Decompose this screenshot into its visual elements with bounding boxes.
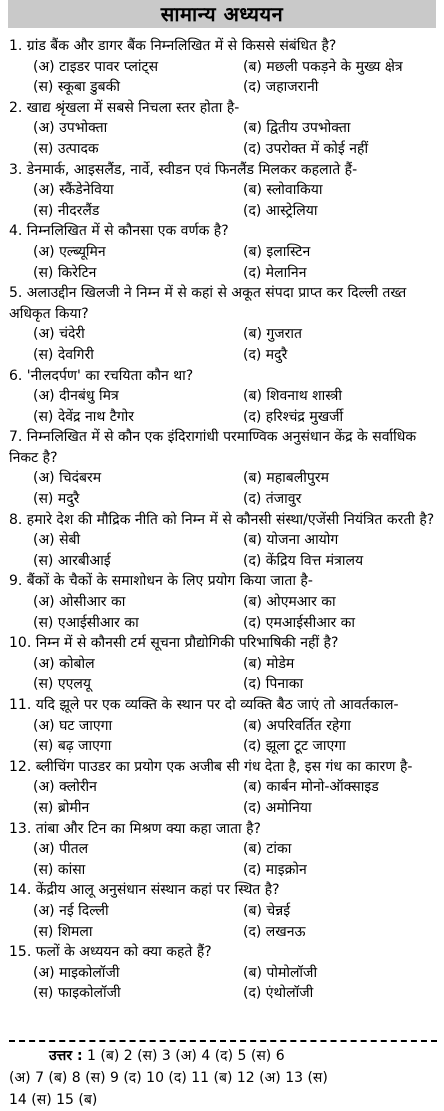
option-grid [9,963,437,1004]
answer-option: (अ) दीनबंधु मित्र [33,388,119,405]
option-grid [9,180,437,221]
answer-option: (अ) माइकोलॉजी [33,964,120,981]
question-text: 14. केंद्रीय आलू अनुसंधान संस्थान कहां पर स्थित है? [9,882,280,899]
answer-option: (अ) नई दिल्ली [33,902,109,919]
answer-option: (ब) अपरिवर्तित रहेगा [243,717,351,734]
answer-option: (अ) एल्ब्यूमिन [33,243,106,260]
answer-option: (द) हरिश्चंद्र मुखर्जी [243,408,344,425]
question-text: 5. अलाउद्दीन खिलजी ने निम्न में से कहां से अकूत संपदा प्राप्त कर दिल्ली तख्त अधिकृत किया? [9,285,407,322]
question-4 [9,221,437,283]
answer-option: (द) एमआईसीआर का [243,614,356,631]
answer-option: (द) जहाजरानी [243,79,319,96]
question-1 [9,36,437,98]
question-text: 6. 'नीलदर्पण' का रचयिता कौन था? [9,367,194,384]
question-text: 4. निम्नलिखित में से कौनसा एक वर्णक है? [9,223,229,240]
option-grid [9,324,437,365]
answer-option: (स) उत्पादक [33,140,99,157]
question-3 [9,160,437,222]
question-text: 7. निम्नलिखित में से कौन एक इंदिरागांधी परमाण्विक अनुसंधान केंद्र के सर्वाधिक निकट है? [9,429,417,466]
page-title: सामान्य अध्ययन [160,2,284,26]
option-grid [9,901,437,942]
answer-option: (द) उपरोक्त में कोई नहीं [243,140,369,157]
answer-option: (स) किरेटिन [33,264,97,281]
answer-option: (द) झूला टूट जाएगा [243,738,346,755]
answer-option: (अ) पीतल [33,841,89,858]
answer-option: (अ) टाइडर पावर प्लांट्स [33,58,159,75]
question-14 [9,880,437,942]
answer-option: (ब) महाबलीपुरम [243,470,329,487]
answer-option: (स) ब्रोमीन [33,799,90,816]
answer-label: उत्तर : [49,1048,83,1064]
option-grid [9,654,437,695]
answer-line-1 [9,1045,437,1067]
answer-option: (द) तंजावुर [243,491,302,508]
answer-option: (द) केंद्रिय वित्त मंत्रालय [243,552,364,569]
answer-text: 1 (ब) 2 (स) 3 (अ) 4 (द) 5 (स) 6 [87,1048,285,1064]
question-15 [9,942,437,1004]
option-grid [9,530,437,571]
question-text: 15. फलों के अध्ययन को क्या कहते हैं? [9,944,212,961]
question-text: 2. खाद्य श्रृंखला में सबसे निचला स्तर होता है- [9,99,240,116]
answer-line-3: 14 (स) 15 (ब) [9,1092,98,1108]
option-grid [9,468,437,509]
answer-option: (द) माइक्रोन [243,861,307,878]
question-9 [9,571,437,633]
answer-option: (स) एआईसीआर का [33,614,139,631]
answer-option: (अ) उपभोक्ता [33,120,108,137]
answer-option: (द) लखनऊ [243,923,306,940]
answer-option: (ब) चेन्नई [243,902,291,919]
answer-option: (ब) ओएमआर का [243,594,336,611]
question-13 [9,819,437,881]
answer-option: (स) फाइकोलॉजी [33,985,121,1002]
answer-option: (ब) स्लोवाकिया [243,182,323,199]
answer-option: (स) देवगिरी [33,346,94,363]
question-5 [9,283,437,365]
answer-option: (द) अमोनिया [243,799,312,816]
answer-option: (स) शिमला [33,923,93,940]
question-7 [9,427,437,509]
answer-option: (द) मदुरै [243,346,288,363]
answer-option: (स) आरबीआई [33,552,111,569]
answer-option: (ब) इलास्टिन [243,243,311,260]
answer-option: (अ) ओसीआर का [33,594,126,611]
question-text: 8. हमारे देश की मौद्रिक नीति को निम्न में से कौनसी संस्था/एजेंसी नियंत्रित करती है? [9,511,435,528]
answer-option: (अ) क्लोरीन [33,779,97,796]
question-list [9,36,437,1004]
question-6 [9,366,437,428]
option-grid [9,118,437,159]
answer-option: (द) पिनाका [243,676,304,693]
option-grid [9,716,437,757]
answer-option: (द) मेलानिन [243,264,307,281]
answer-option: (द) आस्ट्रेलिया [243,202,318,219]
answer-line-2: (अ) 7 (ब) 8 (स) 9 (द) 10 (द) 11 (ब) 12 (अ) 13 (स) [9,1070,328,1086]
question-text: 9. बैंकों के चैकों के समाशोधन के लिए प्रयोग किया जाता है- [9,573,313,590]
question-11 [9,695,437,757]
question-text: 10. निम्न में से कौनसी टर्म सूचना प्रौद्योगिकी परिभाषिकी नहीं है? [9,635,339,652]
answer-option: (स) मदुरै [33,491,80,508]
question-text: 11. यदि झूले पर एक व्यक्ति के स्थान पर दो व्यक्ति बैठ जाएं तो आवर्तकाल- [9,697,399,713]
answer-option: (स) नीदरलैंड [33,202,100,219]
answer-option: (ब) पोमोलॉजी [243,964,318,981]
option-grid [9,57,437,98]
answer-option: (ब) टांका [243,841,292,858]
option-grid [9,839,437,880]
answer-option: (ब) शिवनाथ शास्त्री [243,388,343,405]
answer-option: (स) देवेंद्र नाथ टैगोर [33,408,135,425]
question-10 [9,633,437,695]
answer-option: (अ) सेबी [33,532,81,549]
answer-option: (ब) द्वितीय उपभोक्ता [243,120,351,137]
answer-option: (अ) स्कैंडेनेविया [33,182,114,199]
answer-option: (अ) घट जाएगा [33,717,113,734]
answer-option: (अ) कोबोल [33,655,95,672]
question-12 [9,757,437,819]
answer-option: (ब) गुजरात [243,326,302,343]
answer-option: (ब) मछली पकड़ने के मुख्य क्षेत्र [243,58,403,75]
answer-key [9,1040,437,1111]
answer-option: (ब) योजना आयोग [243,532,339,549]
answer-option: (द) एंथोलॉजी [243,985,314,1002]
question-2 [9,98,437,160]
question-text: 12. ब्लीचिंग पाउडर का प्रयोग एक अजीब सी गंध देता है, इस गंध का कारण है- [9,758,413,775]
answer-option: (अ) चंदेरी [33,326,85,343]
answer-option: (ब) मोडेम [243,655,295,672]
option-grid [9,777,437,818]
title-banner [8,0,436,28]
answer-option: (स) एएलयू [33,676,91,693]
answer-option: (स) स्कूबा डुबकी [33,79,120,96]
question-text: 13. तांबा और टिन का मिश्रण क्या कहा जाता है? [9,820,261,837]
option-grid [9,592,437,633]
option-grid [9,242,437,283]
answer-option: (स) बढ़ जाएगा [33,738,112,755]
answer-option: (ब) कार्बन मोनो-ऑक्साइड [243,779,379,796]
question-text: 3. डेनमार्क, आइसलैंड, नार्वे, स्वीडन एवं फिनलैंड मिलकर कहलाते हैं- [9,161,358,178]
question-8 [9,510,437,572]
answer-option: (अ) चिदंबरम [33,470,102,487]
option-grid [9,386,437,427]
answer-option: (स) कांसा [33,861,86,878]
question-text: 1. ग्रांड बैंक और डागर बैंक निम्नलिखित में से किससे संबंधित है? [9,38,337,54]
